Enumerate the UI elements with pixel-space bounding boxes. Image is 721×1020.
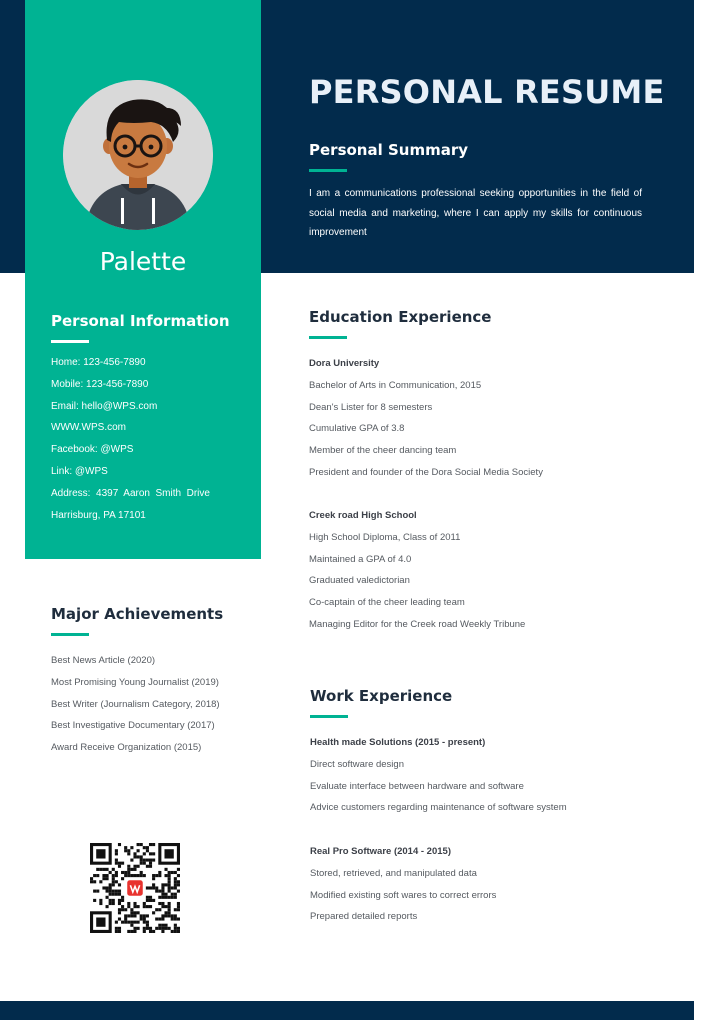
list-item: Bachelor of Arts in Communication, 2015 bbox=[309, 379, 482, 391]
personal-info-underline bbox=[51, 340, 89, 343]
school-name: Creek road High School bbox=[309, 510, 417, 521]
personal-info-heading: Personal Information bbox=[51, 312, 230, 330]
info-link: Link: @WPS bbox=[51, 465, 108, 477]
school-name: Dora University bbox=[309, 358, 380, 369]
list-item: Award Receive Organization (2015) bbox=[51, 742, 202, 754]
info-address: Address: 4397 Aaron Smith Drive bbox=[51, 487, 210, 499]
info-mobile: Mobile: 123-456-7890 bbox=[51, 378, 149, 390]
list-item: Member of the cheer dancing team bbox=[309, 445, 457, 457]
info-email: Email: hello@WPS.com bbox=[51, 400, 158, 412]
achievements-list bbox=[51, 654, 220, 763]
list-item: Graduated valedictorian bbox=[309, 575, 410, 587]
list-item: Maintained a GPA of 4.0 bbox=[309, 553, 412, 565]
education-heading: Education Experience bbox=[309, 308, 492, 326]
footer-band bbox=[0, 1001, 694, 1020]
info-website: WWW.WPS.com bbox=[51, 422, 126, 434]
job-name: Real Pro Software (2014 - 2015) bbox=[310, 846, 451, 857]
personal-info-list bbox=[51, 356, 216, 530]
list-item: Co-captain of the cheer leading team bbox=[309, 597, 465, 609]
list-item: Modified existing soft wares to correct errors bbox=[310, 889, 497, 901]
achievements-underline bbox=[51, 633, 89, 636]
work-job-1 bbox=[310, 736, 567, 823]
person-avatar-icon bbox=[63, 80, 213, 230]
work-job-2 bbox=[310, 845, 496, 932]
work-heading: Work Experience bbox=[310, 687, 453, 705]
education-school-1 bbox=[309, 357, 543, 488]
education-underline bbox=[309, 336, 347, 339]
profile-name: Palette bbox=[99, 247, 187, 276]
summary-underline bbox=[309, 169, 347, 172]
summary-heading: Personal Summary bbox=[309, 141, 469, 159]
list-item: Dean's Lister for 8 semesters bbox=[309, 401, 433, 413]
summary-text: I am a communications professional seeking opportunities in the field of social media and marketing, where I can apply my skills for continuous improvement bbox=[309, 188, 642, 238]
list-item: Prepared detailed reports bbox=[310, 911, 418, 923]
list-item: Best News Article (2020) bbox=[51, 655, 156, 666]
list-item: Most Promising Young Journalist (2019) bbox=[51, 676, 219, 688]
list-item: Direct software design bbox=[310, 758, 404, 770]
list-item: Best Writer (Journalism Category, 2018) bbox=[51, 698, 220, 710]
list-item: President and founder of the Dora Social Media Society bbox=[309, 466, 543, 478]
list-item: High School Diploma, Class of 2011 bbox=[309, 531, 461, 543]
info-facebook: Facebook: @WPS bbox=[51, 444, 134, 456]
list-item: Evaluate interface between hardware and software bbox=[310, 780, 524, 792]
list-item: Stored, retrieved, and manipulated data bbox=[310, 867, 477, 879]
job-name: Health made Solutions (2015 - present) bbox=[310, 737, 486, 748]
list-item: Best Investigative Documentary (2017) bbox=[51, 720, 215, 732]
info-city: Harrisburg, PA 17101 bbox=[51, 509, 146, 521]
info-home: Home: 123-456-7890 bbox=[51, 357, 146, 368]
list-item: Cumulative GPA of 3.8 bbox=[309, 423, 405, 435]
work-underline bbox=[310, 715, 348, 718]
qr-code-icon bbox=[90, 843, 180, 933]
achievements-heading: Major Achievements bbox=[51, 605, 224, 623]
list-item: Advice customers regarding maintenance of software system bbox=[310, 802, 567, 814]
page-title: PERSONAL RESUME bbox=[309, 73, 665, 111]
avatar bbox=[63, 80, 213, 230]
education-school-2 bbox=[309, 509, 525, 640]
list-item: Managing Editor for the Creek road Weekly Tribune bbox=[309, 618, 526, 630]
